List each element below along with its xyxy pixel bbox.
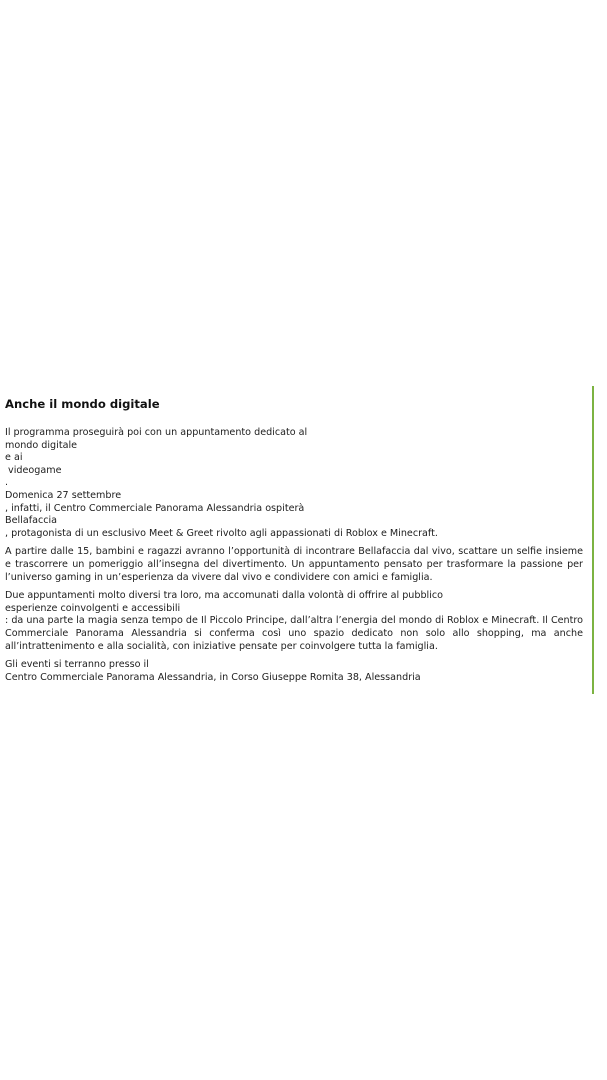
intro-line-period: . xyxy=(5,477,9,489)
paragraph-event-details: A partire dalle 15, bambini e ragazzi avranno l’opportunità di incontrare Bellafaccia dal vivo, scattare un selfie insieme e trascorrere un pomeriggio all’insegna del divertimento. Un appuntamento pensato per trasformare la passione per l’universo gaming in un’esperienza da vivere dal vivo e condividere con amici e famiglia. xyxy=(5,546,583,583)
intro-line-1: Il programma proseguirà poi con un appuntamento dedicato al xyxy=(5,427,308,438)
paragraph-intro xyxy=(5,427,583,540)
location-line-2: Centro Commerciale Panorama Alessandria, in Corso Giuseppe Romita 38, Alessandria xyxy=(5,671,421,683)
intro-line-date: Domenica 27 settembre xyxy=(5,489,122,501)
intro-line-mondo-digitale: mondo digitale xyxy=(5,439,78,451)
intro-line-videogame: videogame xyxy=(5,464,62,476)
section-heading: Anche il mondo digitale xyxy=(5,397,160,411)
summary-line-1: Due appuntamenti molto diversi tra loro, ma accomunati dalla volontà di offrire al pubblico xyxy=(5,590,444,602)
article-accent-bar xyxy=(592,386,594,694)
summary-line-2: esperienze coinvolgenti e accessibili xyxy=(5,602,181,614)
intro-line-e-ai: e ai xyxy=(5,452,23,464)
intro-line-meet-greet: , protagonista di un esclusivo Meet & Greet rivolto agli appassionati di Roblox e Minecraft. xyxy=(5,527,438,539)
paragraph-summary xyxy=(5,590,583,653)
intro-line-bellafaccia: Bellafaccia xyxy=(5,515,58,527)
summary-line-3: : da una parte la magia senza tempo de Il Piccolo Principe, dall’altra l’energia del mondo di Roblox e Minecraft. Il Centro Commerciale Panorama Alessandria si conferma così uno spazio dedicato non solo allo shopping, ma anche all’intrattenimento e alla socialità, con iniziative pensate per coinvolgere tutta la famiglia. xyxy=(5,615,583,652)
location-line-1: Gli eventi si terranno presso il xyxy=(5,659,149,671)
article-body xyxy=(5,396,583,690)
paragraph-location xyxy=(5,659,583,684)
intro-line-host: , infatti, il Centro Commerciale Panorama Alessandria ospiterà xyxy=(5,502,305,514)
